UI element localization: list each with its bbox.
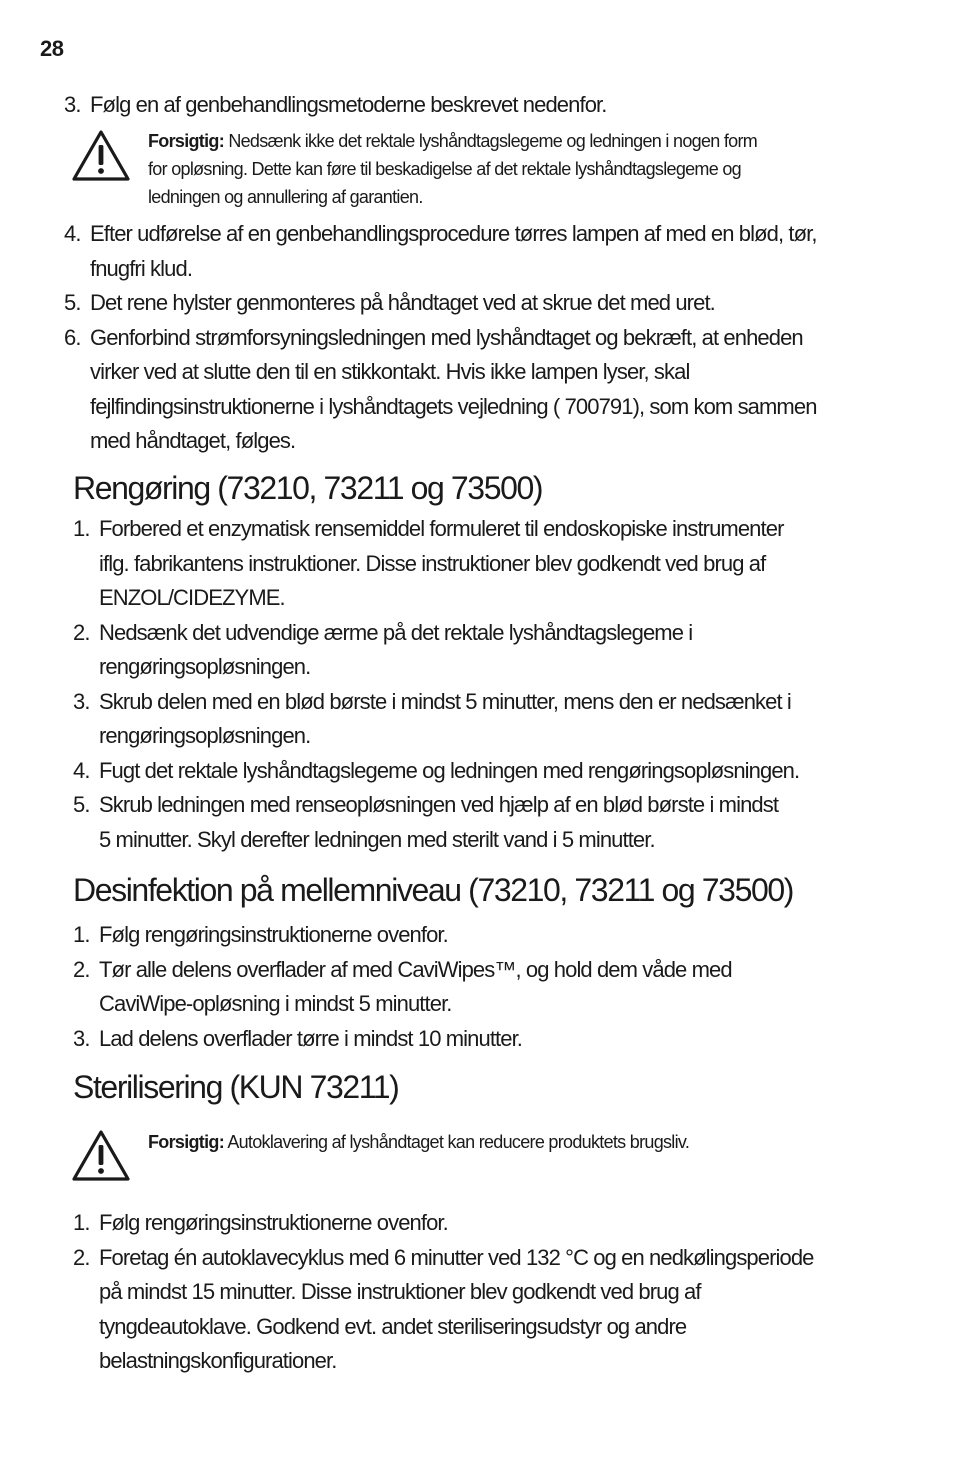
- warning-triangle-icon: [70, 1128, 132, 1184]
- step-number: 1.: [73, 922, 90, 947]
- page-number: 28: [40, 36, 64, 61]
- caution-line: Nedsænk ikke det rektale lyshåndtagslegeme og ledningen i nogen form: [228, 131, 758, 151]
- section-heading-sterilization: Sterilisering (KUN 73211): [73, 1069, 399, 1105]
- sterilization-steps: [73, 1206, 943, 1379]
- list-item: 1. Følg rengøringsinstruktionerne ovenfor.: [73, 918, 943, 953]
- step-number: 2.: [73, 1244, 90, 1270]
- section-heading-cleaning: Rengøring (73210, 73211 og 73500): [73, 470, 543, 506]
- caution-label: Forsigtig:: [148, 131, 224, 151]
- list-item: 4. Fugt det rektale lyshåndtagslegeme og ledningen med rengøringsopløsningen.: [73, 754, 943, 789]
- caution-line: ledningen og annullering af garantien.: [148, 187, 423, 207]
- cleaning-steps: [73, 512, 943, 857]
- list-item: 3. Skrub delen med en blød børste i mindst 5 minutter, mens den er nedsænket i rengøringsopløsningen.: [73, 685, 943, 754]
- caution-label: Forsigtig:: [148, 1132, 224, 1152]
- caution-note-1: [148, 127, 918, 211]
- step-text: Følg en af genbehandlingsmetoderne beskrevet nedenfor.: [90, 92, 607, 117]
- warning-triangle-icon: [70, 128, 132, 184]
- step-number: 5.: [64, 290, 81, 315]
- step-number: 5.: [73, 792, 90, 817]
- step-number: 3.: [73, 1025, 90, 1051]
- step-number: 6.: [64, 324, 81, 350]
- list-item: 2. Tør alle delens overflader af med CaviWipes™, og hold dem våde med CaviWipe-opløsning i mindst 5 minutter.: [73, 953, 943, 1022]
- list-item: 1. Forbered et enzymatisk rensemiddel formuleret til endoskopiske instrumenter iflg. fabrikantens instruktioner. Disse instruktioner blev godkendt ved brug af ENZOL/CIDEZYME.: [73, 512, 943, 616]
- list-item: 2. Nedsænk det udvendige ærme på det rektale lyshåndtagslegeme i rengøringsopløsningen.: [73, 616, 943, 685]
- list-item: 5. Det rene hylster genmonteres på håndtaget ved at skrue det med uret.: [64, 286, 934, 321]
- step-number: 4.: [73, 757, 90, 783]
- list-item: 2. Foretag én autoklavecyklus med 6 minutter ved 132 °C og en nedkølingsperiode på mindst 15 minutter. Disse instruktioner blev godkendt ved brug af tyngdeautoklave. Godkend evt. andet steriliseringsudstyr og andre belastningskonfigurationer.: [73, 1241, 943, 1379]
- caution-line: Autoklavering af lyshåndtaget kan reducere produktets brugsliv.: [227, 1132, 690, 1152]
- intro-step-3: [64, 88, 924, 123]
- list-item: 3. Lad delens overflader tørre i mindst 10 minutter.: [73, 1022, 943, 1057]
- disinfection-steps: [73, 918, 943, 1056]
- intro-steps: [64, 217, 934, 459]
- list-item: 6. Genforbind strømforsyningsledningen med lyshåndtaget og bekræft, at enheden virker ved at slutte den til en stikkontakt. Hvis ikke lampen lyser, skal fejlfindingsinstruktionerne i lyshåndtagets vejledning ( 700791), som kom sammen med håndtaget, følges.: [64, 321, 934, 459]
- step-number: 4.: [64, 221, 81, 246]
- list-item: 5. Skrub ledningen med renseopløsningen ved hjælp af en blød børste i mindst 5 minutter. Skyl derefter ledningen med sterilt vand i 5 minutter.: [73, 788, 943, 857]
- step-number: 2.: [73, 956, 90, 982]
- section-heading-disinfection: Desinfektion på mellemniveau (73210, 73211 og 73500): [73, 872, 794, 908]
- caution-note-2: [148, 1128, 918, 1156]
- caution-line: for opløsning. Dette kan føre til beskadigelse af det rektale lyshåndtagslegeme og: [148, 159, 741, 179]
- step-number: 3.: [64, 92, 81, 117]
- step-number: 1.: [73, 1210, 90, 1235]
- step-number: 1.: [73, 516, 90, 541]
- step-number: 2.: [73, 619, 90, 645]
- list-item: 1. Følg rengøringsinstruktionerne ovenfor.: [73, 1206, 943, 1241]
- step-number: 3.: [73, 688, 90, 714]
- list-item: 4. Efter udførelse af en genbehandlingsprocedure tørres lampen af med en blød, tør, fnugfri klud.: [64, 217, 934, 286]
